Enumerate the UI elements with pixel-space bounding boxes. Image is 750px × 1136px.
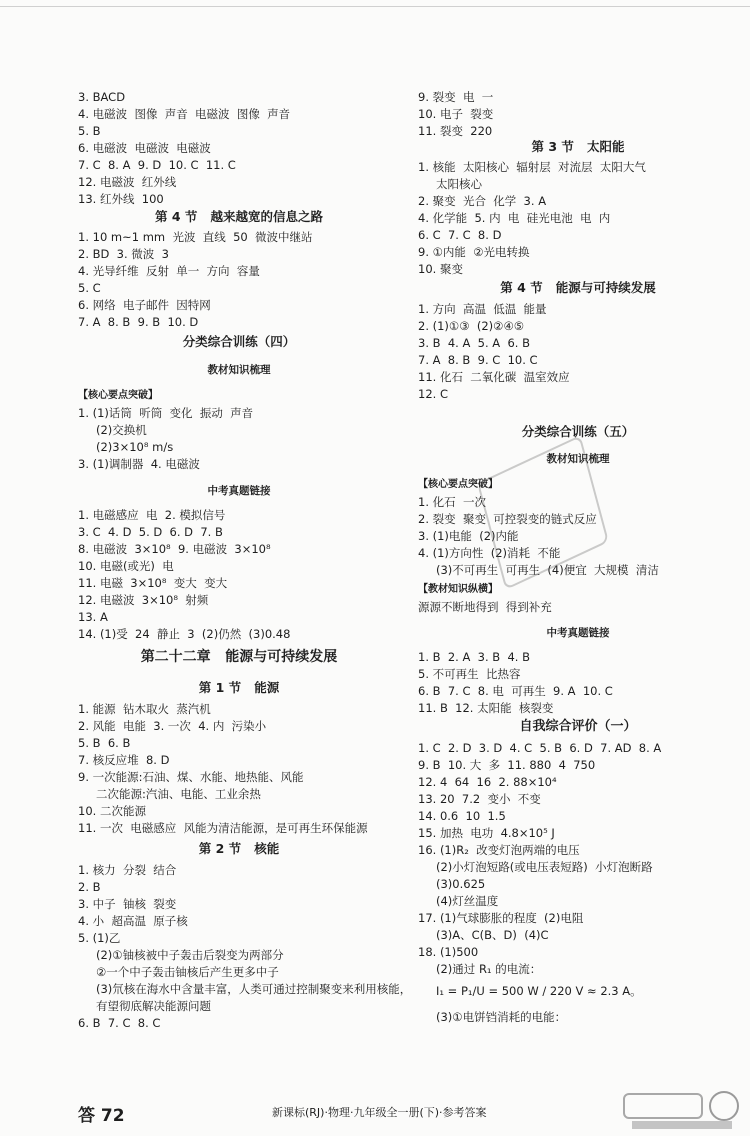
section-heading: 第 2 节 核能 [198, 841, 280, 856]
answer-line: 6. B 7. C 8. 电 可再生 9. A 10. C [418, 684, 613, 698]
answer-line: 15. 加热 电功 4.8×10⁵ J [418, 826, 555, 840]
watermark-logo [622, 1088, 742, 1133]
answer-line: (4)灯丝温度 [436, 894, 499, 908]
answer-line: (2)通过 R₁ 的电流： [436, 962, 542, 976]
answer-line: 2. (1)①③ (2)②④⑤ [418, 319, 525, 333]
answer-line: 1. 核力 分裂 结合 [78, 863, 177, 877]
answer-line: 2. 风能 电能 3. 一次 4. 内 污染小 [78, 719, 267, 733]
answer-line: 4. 光导纤维 反射 单一 方向 容量 [78, 264, 260, 278]
answer-line: 5. 不可再生 比热容 [418, 667, 521, 681]
answer-line: 3. B 4. A 5. A 6. B [418, 336, 530, 350]
answer-line: 4. 小 超高温 原子核 [78, 914, 188, 928]
answer-line: 二次能源:汽油、电能、工业余热 [96, 787, 261, 801]
answer-line: 6. B 7. C 8. C [78, 1016, 161, 1030]
answer-line: 14. 0.6 10 1.5 [418, 809, 506, 823]
answer-line: 4. (1)方向性 (2)消耗 不能 [418, 546, 561, 560]
answer-line: 3. BACD [78, 90, 126, 104]
answer-line: 1. 核能 太阳核心 辐射层 对流层 太阳大气 [418, 160, 646, 174]
section-heading: 第二十二章 能源与可持续发展 [140, 649, 338, 665]
subsection-heading: 教材知识梳理 [546, 453, 610, 465]
answer-line: 5. C [78, 281, 101, 295]
answer-line: 17. (1)气球膨胀的程度 (2)电阻 [418, 911, 584, 925]
answer-line: I₁ = P₁/U = 500 W / 220 V ≈ 2.3 A。 [436, 984, 642, 998]
answer-line: 4. 化学能 5. 内 电 硅光电池 电 内 [418, 211, 611, 225]
answer-line: 9. 一次能源:石油、煤、水能、地热能、风能 [78, 770, 304, 784]
answer-line: 7. C 8. A 9. D 10. C 11. C [78, 158, 236, 172]
answer-line: 11. 裂变 220 [418, 124, 493, 138]
answer-line: (2)①铀核被中子轰击后裂变为两部分 [96, 948, 284, 962]
answer-line: 9. ①内能 ②光电转换 [418, 245, 530, 259]
answer-line: (3)A、C(B、D) (4)C [436, 928, 549, 942]
answer-line: 2. BD 3. 微波 3 [78, 247, 169, 261]
section-heading: 分类综合训练（五） [521, 424, 635, 439]
section-heading: 自我综合评价（一） [519, 719, 637, 734]
section-heading: 第 3 节 太阳能 [531, 139, 625, 154]
answer-line: 14. (1)受 24 静止 3 (2)仍然 (3)0.48 [78, 627, 291, 641]
answer-line: 5. (1)乙 [78, 931, 121, 945]
answer-line: 16. (1)R₂ 改变灯泡两端的电压 [418, 843, 580, 857]
answer-line: 2. B [78, 880, 101, 894]
answer-line: 10. 电子 裂变 [418, 107, 494, 121]
answer-line: 5. B [78, 124, 101, 138]
group-label: 【教材知识纵横】 [418, 584, 498, 595]
answer-line: 7. A 8. B 9. C 10. C [418, 353, 538, 367]
answer-line: 6. 网络 电子邮件 因特网 [78, 298, 211, 312]
answer-line: 9. B 10. 大 多 11. 880 4 750 [418, 758, 596, 772]
answer-line: 9. 裂变 电 一 [418, 90, 494, 104]
answer-line: 10. 二次能源 [78, 804, 146, 818]
answer-line: 10. 电磁(或光) 电 [78, 559, 174, 573]
answer-line: 源源不断地得到 得到补充 [418, 600, 552, 614]
answer-line: 11. 电磁 3×10⁸ 变大 变大 [78, 576, 228, 590]
answer-line: 13. A [78, 610, 108, 624]
answer-line: 3. 中子 铀核 裂变 [78, 897, 177, 911]
answer-line: 13. 红外线 100 [78, 192, 164, 206]
answer-line: (3)不可再生 可再生 (4)便宜 大规模 清洁 [436, 563, 659, 577]
answer-line: (2)交换机 [96, 423, 147, 437]
section-heading: 第 1 节 能源 [198, 680, 280, 695]
subsection-heading: 中考真题链接 [546, 627, 610, 639]
answer-line: (2)3×10⁸ m/s [96, 440, 174, 454]
answer-line: 2. 裂变 聚变 可控裂变的链式反应 [418, 512, 597, 526]
answer-line: 12. 4 64 16 2. 88×10⁴ [418, 775, 557, 789]
answer-line: 4. 电磁波 图像 声音 电磁波 图像 声音 [78, 107, 291, 121]
answer-line: (3)①电饼铛消耗的电能： [436, 1010, 567, 1024]
answer-line: 6. 电磁波 电磁波 电磁波 [78, 141, 211, 155]
answer-line: 8. 电磁波 3×10⁸ 9. 电磁波 3×10⁸ [78, 542, 271, 556]
answer-line: ②一个中子轰击铀核后产生更多中子 [96, 965, 279, 979]
answer-line: 1. 方向 高温 低温 能量 [418, 302, 547, 316]
answer-line: 10. 聚变 [418, 262, 463, 276]
answer-line: (2)小灯泡短路(或电压表短路) 小灯泡断路 [436, 860, 653, 874]
group-label: 【核心要点突破】 [78, 390, 158, 401]
answer-line: 3. (1)调制器 4. 电磁波 [78, 457, 200, 471]
answer-line: 11. 化石 二氧化碳 温室效应 [418, 370, 570, 384]
book-title: 新课标(RJ)·物理·九年级全一册(下)·参考答案 [272, 1106, 487, 1119]
answer-line: 6. C 7. C 8. D [418, 228, 502, 242]
answer-line: 1. B 2. A 3. B 4. B [418, 650, 530, 664]
answer-line: 1. 化石 一次 [418, 495, 486, 509]
answer-line: 11. 一次 电磁感应 风能为清洁能源，是可再生环保能源 [78, 821, 368, 835]
answer-line: 7. A 8. B 9. B 10. D [78, 315, 199, 329]
answer-line: 12. C [418, 387, 448, 401]
answer-line: 18. (1)500 [418, 945, 479, 959]
answer-line: 1. C 2. D 3. D 4. C 5. B 6. D 7. AD 8. A [418, 741, 662, 755]
answer-line: 2. 聚变 光合 化学 3. A [418, 194, 547, 208]
answer-line: 5. B 6. B [78, 736, 131, 750]
answer-line: 太阳核心 [436, 177, 482, 191]
answer-line: 1. 能源 钻木取火 蒸汽机 [78, 702, 211, 716]
answer-line: 1. 电磁感应 电 2. 模拟信号 [78, 508, 226, 522]
subsection-heading: 教材知识梳理 [207, 364, 271, 376]
answer-line: 3. (1)电能 (2)内能 [418, 529, 519, 543]
section-heading: 第 4 节 越来越宽的信息之路 [155, 209, 323, 224]
section-heading: 分类综合训练（四） [182, 334, 296, 349]
answer-line: 13. 20 7.2 变小 不变 [418, 792, 541, 806]
section-heading: 第 4 节 能源与可持续发展 [500, 280, 656, 295]
answer-line: 12. 电磁波 3×10⁸ 射频 [78, 593, 209, 607]
subsection-heading: 中考真题链接 [207, 485, 271, 497]
answer-line: 1. (1)话筒 听筒 变化 振动 声音 [78, 406, 254, 420]
answer-line: 1. 10 m~1 mm 光波 直线 50 微波中继站 [78, 230, 313, 244]
answer-line: 11. B 12. 太阳能 核裂变 [418, 701, 554, 715]
answer-line: 7. 核反应堆 8. D [78, 753, 170, 767]
answer-line: (3)0.625 [436, 877, 486, 891]
top-rule [0, 6, 750, 7]
page-number: 答 72 [78, 1106, 125, 1126]
answer-line: 有望彻底解决能源问题 [96, 999, 211, 1013]
group-label: 【核心要点突破】 [418, 479, 498, 490]
answer-line: 3. C 4. D 5. D 6. D 7. B [78, 525, 223, 539]
answer-line: (3)氘核在海水中含量丰富，人类可通过控制聚变来利用核能， [96, 982, 412, 996]
answer-line: 12. 电磁波 红外线 [78, 175, 177, 189]
